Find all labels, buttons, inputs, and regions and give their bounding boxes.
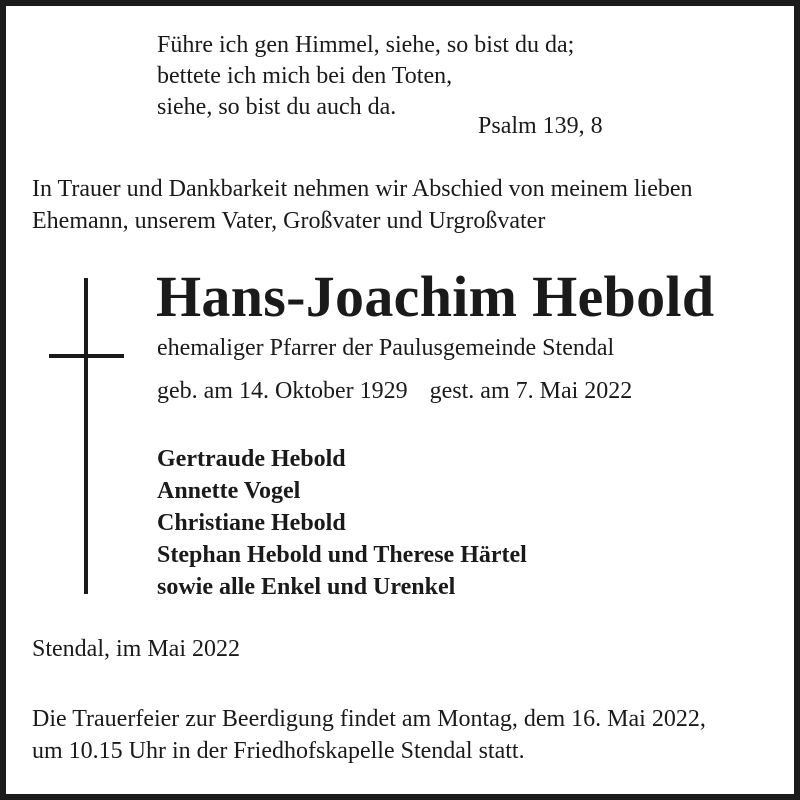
cross-vertical-bar xyxy=(84,278,88,594)
mourner-name: Gertraude Hebold xyxy=(157,446,346,472)
verse-line: Führe ich gen Himmel, siehe, so bist du da; xyxy=(157,32,575,58)
mourners-list xyxy=(157,443,527,603)
deceased-name: Hans-Joachim Hebold xyxy=(156,264,715,329)
place-date: Stendal, im Mai 2022 xyxy=(32,636,240,662)
intro-text xyxy=(32,173,693,237)
funeral-info xyxy=(32,703,706,767)
intro-line: In Trauer und Dankbarkeit nehmen wir Abschied von meinem lieben xyxy=(32,176,693,202)
mourner-name: sowie alle Enkel und Urenkel xyxy=(157,574,456,600)
life-dates xyxy=(157,378,632,405)
verse-line: siehe, so bist du auch da. xyxy=(157,94,397,120)
obituary-notice xyxy=(6,6,794,794)
mourner-name: Annette Vogel xyxy=(157,478,301,504)
bible-verse xyxy=(157,30,574,123)
deceased-role: ehemaliger Pfarrer der Paulusgemeinde Stendal xyxy=(157,335,615,361)
intro-line: Ehemann, unserem Vater, Großvater und Urgroßvater xyxy=(32,208,546,234)
verse-reference: Psalm 139, 8 xyxy=(478,113,603,139)
verse-line: bettete ich mich bei den Toten, xyxy=(157,63,453,89)
birth-date: geb. am 14. Oktober 1929 xyxy=(157,378,408,404)
funeral-line: um 10.15 Uhr in der Friedhofskapelle Stendal statt. xyxy=(32,738,525,764)
cross-horizontal-bar xyxy=(49,354,124,358)
mourner-name: Stephan Hebold und Therese Härtel xyxy=(157,542,527,568)
death-date: gest. am 7. Mai 2022 xyxy=(429,378,633,404)
mourner-name: Christiane Hebold xyxy=(157,510,346,536)
funeral-line: Die Trauerfeier zur Beerdigung findet am Montag, dem 16. Mai 2022, xyxy=(32,706,706,732)
